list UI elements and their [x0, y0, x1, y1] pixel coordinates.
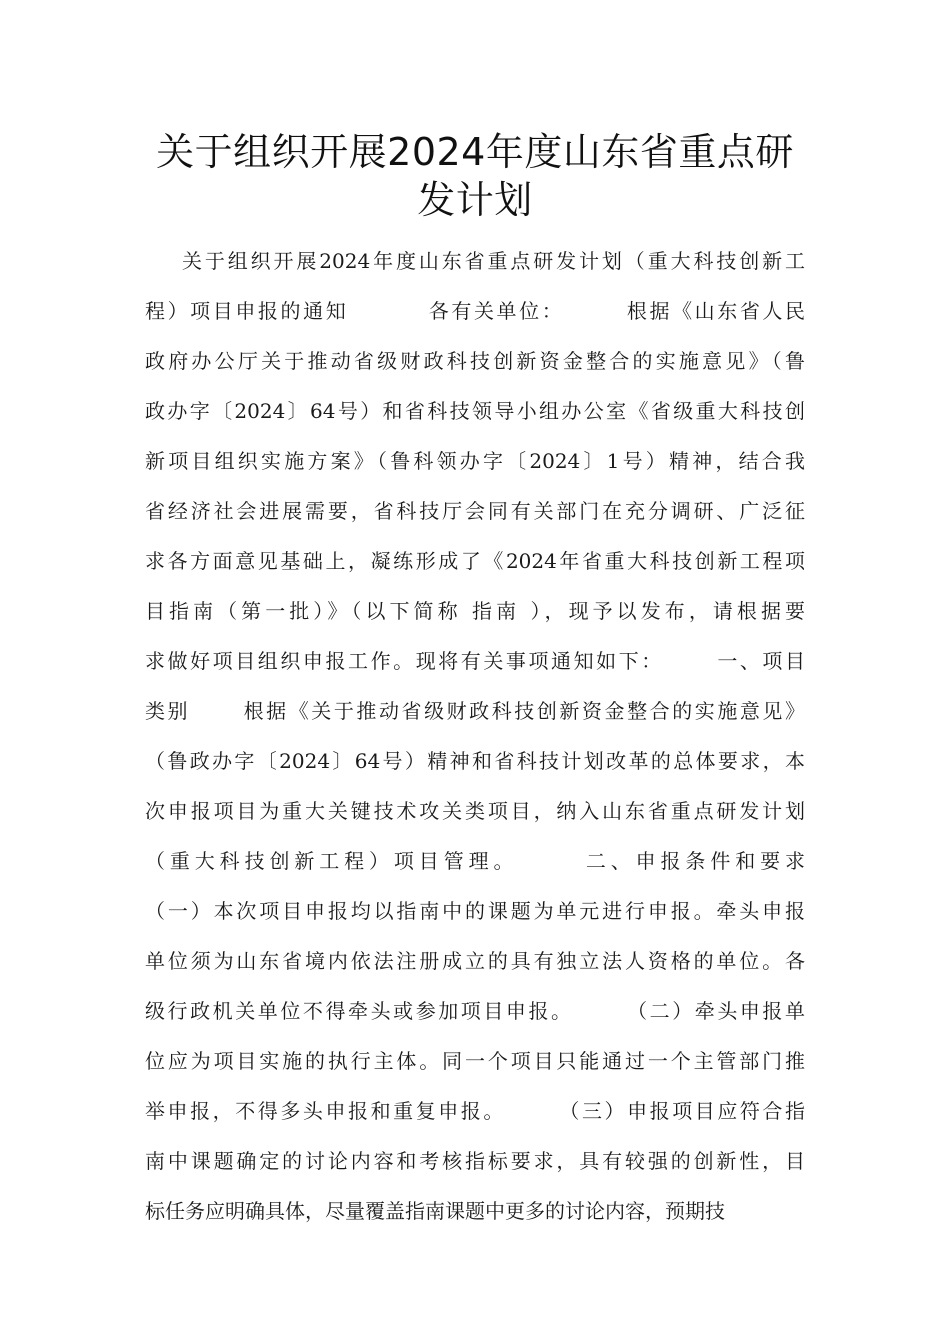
body-line: 程）项目申报的通知 各有关单位： 根据《山东省人民: [145, 299, 805, 323]
body-line: 类别 根据《关于推动省级财政科技创新资金整合的实施意见》: [145, 699, 805, 723]
body-line: （重大科技创新工程）项目管理。 二、申报条件和要求: [145, 849, 805, 873]
title-line-2: 发计划: [417, 178, 533, 222]
body-line: 南中课题确定的讨论内容和考核指标要求，具有较强的创新性，目: [145, 1149, 805, 1173]
body-line: 目指南（第一批）》（以下简称 指南 ），现予以发布，请根据要: [145, 599, 805, 623]
body-line: 求做好项目组织申报工作。现将有关事项通知如下： 一、项目: [145, 649, 805, 673]
body-line: 位应为项目实施的执行主体。同一个项目只能通过一个主管部门推: [145, 1049, 805, 1073]
body-line: （一）本次项目申报均以指南中的课题为单元进行申报。牵头申报: [145, 899, 805, 923]
body-line: 省经济社会进展需要，省科技厅会同有关部门在充分调研、广泛征: [145, 499, 805, 523]
body-line: 举申报，不得多头申报和重复申报。 （三）申报项目应符合指: [145, 1099, 805, 1123]
body-line: （鲁政办字〔2024〕64号）精神和省科技计划改革的总体要求，本: [145, 749, 805, 773]
body-line: 级行政机关单位不得牵头或参加项目申报。 （二）牵头申报单: [145, 999, 805, 1023]
body-line: 政办字〔2024〕64号）和省科技领导小组办公室《省级重大科技创: [145, 399, 805, 423]
body-line: 关于组织开展2024年度山东省重点研发计划（重大科技创新工: [145, 249, 805, 273]
body-line: 新项目组织实施方案》（鲁科领办字〔2024〕1号）精神，结合我: [145, 449, 805, 473]
body-line: 标任务应明确具体，尽量覆盖指南课题中更多的讨论内容，预期技: [145, 1199, 725, 1223]
body-line: 政府办公厅关于推动省级财政科技创新资金整合的实施意见》（鲁: [145, 349, 805, 373]
document-body: [145, 236, 805, 1236]
body-line: 单位须为山东省境内依法注册成立的具有独立法人资格的单位。各: [145, 949, 805, 973]
document-title: [130, 128, 820, 224]
body-line: 次申报项目为重大关键技术攻关类项目，纳入山东省重点研发计划: [145, 799, 805, 823]
title-line-1: 关于组织开展2024年度山东省重点研: [156, 130, 794, 174]
body-line: 求各方面意见基础上，凝练形成了《2024年省重大科技创新工程项: [145, 549, 805, 573]
